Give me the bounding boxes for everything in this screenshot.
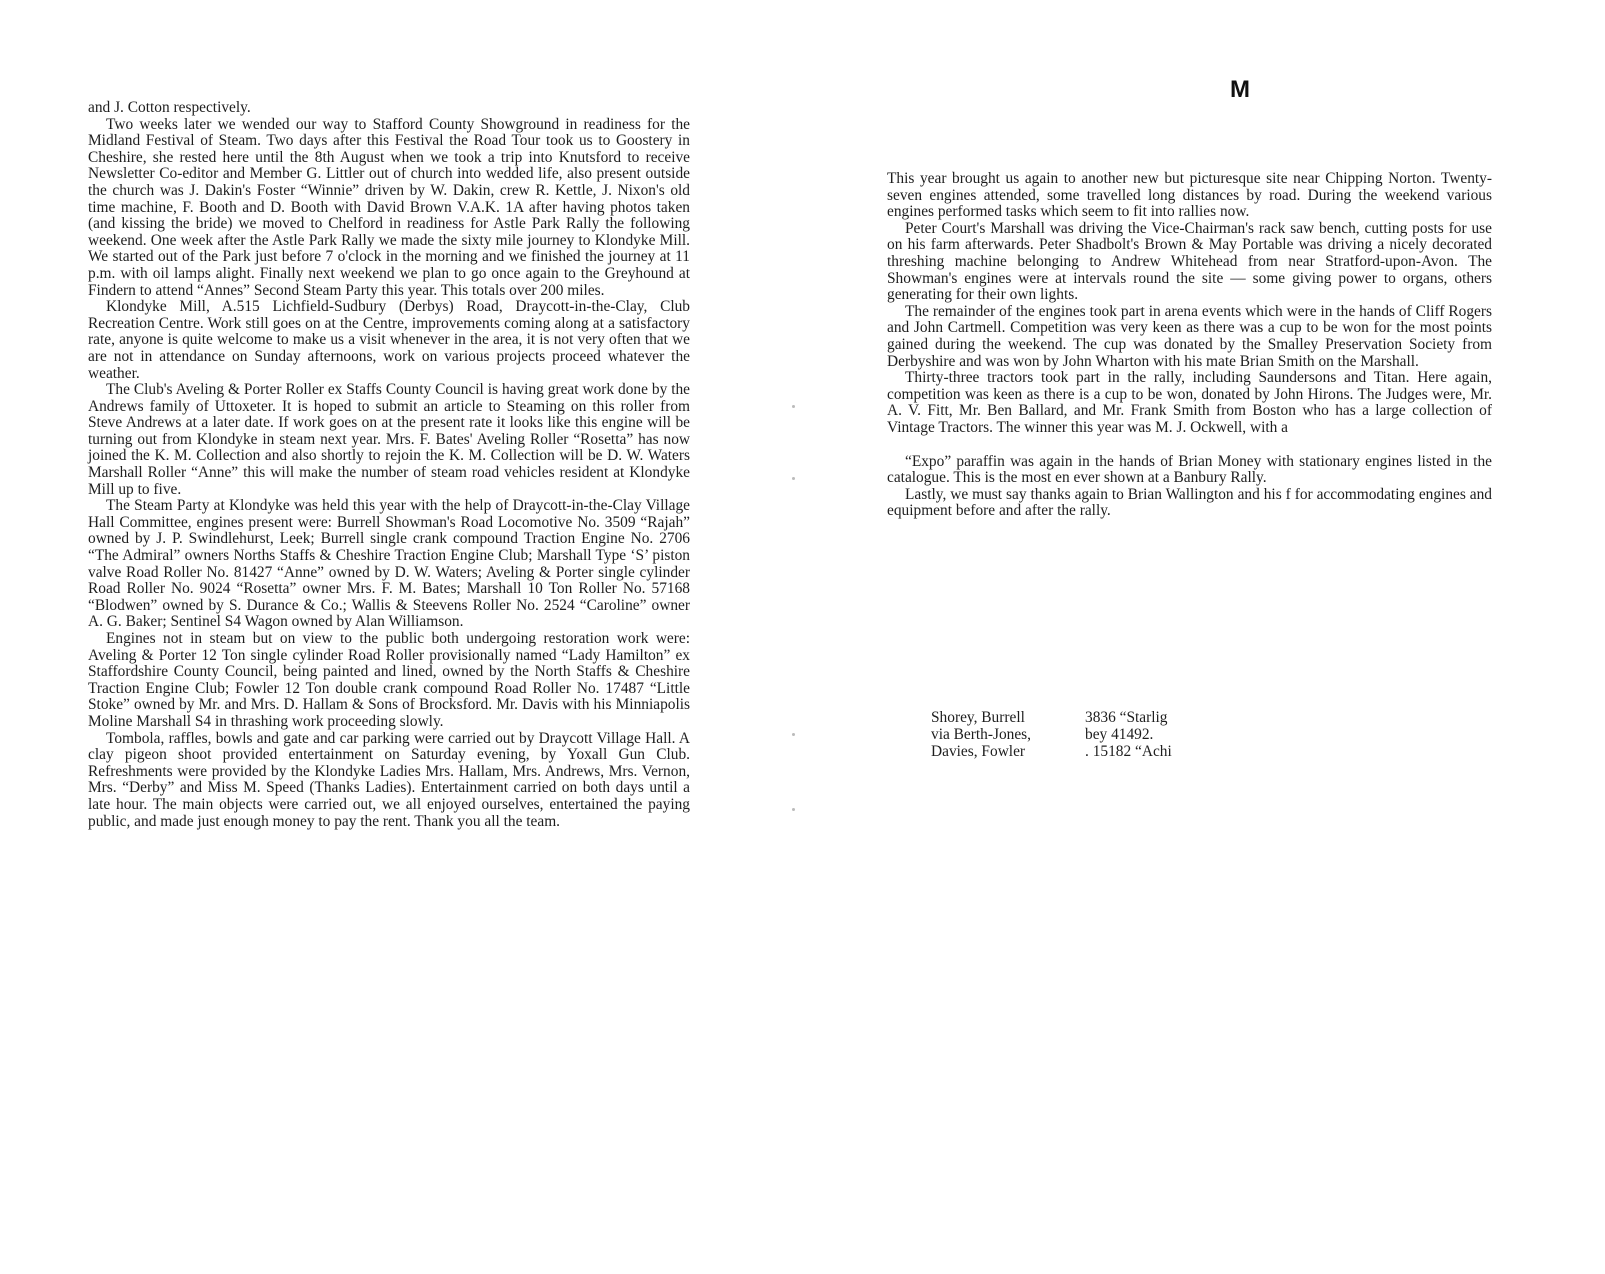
- results-row: [931, 726, 1172, 743]
- paragraph: The remainder of the engines took part in arena events which were in the hands of Cliff Rogers and John Cartmell. Competition was very keen as there was a cup to be won for the most points gained during the weekend. The cup was donated by the Smalley Preservation Society from Derbyshire and was won by John Wharton with his mate Brian Smith on the Marshall.: [887, 302, 1492, 370]
- paragraph: Thirty-three tractors took part in the rally, including Saundersons and Titan. Here again, competition was keen as there is a cup to be won, donated by John Hirons. The Judges were, Mr. A. V. Fitt, Mr. Ben Ballard, and Mr. Frank Smith from Boston who has a large collection of Vintage Tractors. The winner this year was M. J. Ockwell, with a: [887, 369, 1492, 436]
- results-row: [931, 709, 1172, 726]
- section-letter: M: [1230, 76, 1250, 103]
- results-row: [931, 743, 1172, 760]
- results-name: Davies, Fowler: [931, 743, 1026, 760]
- print-speck: [792, 733, 795, 736]
- results-list: [931, 709, 1172, 760]
- right-page-text-column: [887, 171, 1492, 520]
- paragraph: The Steam Party at Klondyke was held this year with the help of Draycott-in-the-Clay Village Hall Committee, engines present were: Burrell Showman's Road Locomotive No. 3509 “Rajah” owned by J. P. Swindlehurst, Leek; Burrell single crank compound Traction Engine No. 2706 “The Admiral” owners Norths Staffs & Cheshire Traction Engine Club; Marshall Type ‘S’ piston valve Road Roller No. 81427 “Anne” owned by D. W. Waters; Aveling & Porter single cylinder Road Roller No. 9024 “Rosetta” owner Mrs. F. M. Bates; Marshall 10 Ton Roller No. 57168 “Blodwen” owned by S. Durance & Co.; Wallis & Steevens Roller No. 2524 “Caroline” owner A. G. Baker; Sentinel S4 Wagon owned by Alan Williamson.: [88, 497, 690, 631]
- paragraph-gap: [887, 437, 1492, 454]
- paragraph: and J. Cotton respectively.: [88, 99, 251, 116]
- right-page: [800, 0, 1605, 1274]
- print-speck: [792, 808, 795, 811]
- results-detail: bey 41492.: [1085, 726, 1154, 743]
- paragraph: “Expo” paraffin was again in the hands of Brian Money with stationary engines listed in the catalogue. This is the most en ever shown at a Banbury Rally.: [887, 452, 1492, 487]
- paragraph: Peter Court's Marshall was driving the Vice-Chairman's rack saw bench, cutting posts for use on his farm afterwards. Peter Shadbolt's Brown & May Portable was driving a nicely decorated threshing machine belonging to Andrew Whitehead from near Stratford-upon-Avon. The Showman's engines were at intervals round the site — some giving power to organs, others generating for their own lights.: [887, 219, 1492, 304]
- print-speck: [792, 405, 795, 408]
- paragraph: Lastly, we must say thanks again to Brian Wallington and his f for accommodating engines and equipment before and after the rally.: [887, 485, 1492, 520]
- results-name: via Berth-Jones,: [931, 726, 1032, 743]
- paragraph: Engines not in steam but on view to the public both undergoing restoration work were: Aveling & Porter 12 Ton single cylinder Road Roller provisionally named “Lady Hamilton” ex Staffordshire County Council, being painted and lined, owned by the North Staffs & Cheshire Traction Engine Club; Fowler 12 Ton double crank compound Road Roller No. 17487 “Little Stoke” owned by Mr. and Mrs. D. Hallam & Sons of Brocksford. Mr. Davis with his Minniapolis Moline Marshall S4 in thrashing work proceeding slowly.: [88, 630, 690, 730]
- results-name: Shorey, Burrell: [931, 709, 1025, 726]
- print-speck: [792, 477, 795, 480]
- results-detail: 3836 “Starlig: [1085, 709, 1168, 726]
- paragraph: Klondyke Mill, A.515 Lichfield-Sudbury (Derbys) Road, Draycott-in-the-Clay, Club Recreation Centre. Work still goes on at the Centre, improvements coming along at a satisfactory rate, anyone is quite welcome to make us a visit whenever in the area, it is not very often that we are not in attendance on Sunday afternoons, work on various projects proceed whatever the weather.: [88, 298, 690, 382]
- paragraph: This year brought us again to another new but picturesque site near Chipping Norton. Twenty-seven engines attended, some travelled long distances by road. During the weekend various engines performed tasks which seem to fit into rallies now.: [887, 170, 1492, 221]
- paragraph: Tombola, raffles, bowls and gate and car parking were carried out by Draycott Village Hall. A clay pigeon shoot provided entertainment on Saturday evening, by Yoxall Gun Club. Refreshments were provided by the Klondyke Ladies Mrs. Hallam, Mrs. Andrews, Mrs. Vernon, Mrs. “Derby” and Miss M. Speed (Thanks Ladies). Entertainment carried on both days until a late hour. The main objects were carried out, we all enjoyed ourselves, entertained the paying public, and made just enough money to pay the rent. Thank you all the team.: [88, 729, 690, 830]
- results-detail: . 15182 “Achi: [1085, 743, 1172, 760]
- paragraph: Two weeks later we wended our way to Stafford County Showground in readiness for the Midland Festival of Steam. Two days after this Festival the Road Tour took us to Goostery in Cheshire, she rested here until the 8th August when we took a trip into Knutsford to receive Newsletter Co-editor and Member G. Littler out of church into wedded life, also present outside the church was J. Dakin's Foster “Winnie” driven by W. Dakin, crew R. Kettle, J. Nixon's old time machine, F. Booth and D. Booth with David Brown V.A.K. 1A after having photos taken (and kissing the bride) we moved to Chelford in readiness for Astle Park Rally the following weekend. One week after the Astle Park Rally we made the sixty mile journey to Klondyke Mill. We started out of the Park just before 7 o'clock in the morning and we finished the journey at 11 p.m. with oil lamps alight. Finally next weekend we plan to go once again to the Greyhound at Findern to attend “Annes” Second Steam Party this year. This totals over 200 miles.: [88, 115, 690, 299]
- left-page-text-column: [88, 100, 690, 830]
- left-page: [0, 0, 800, 1274]
- paragraph: The Club's Aveling & Porter Roller ex Staffs County Council is having great work done by the Andrews family of Uttoxeter. It is hoped to submit an article to Steaming on this roller from Steve Andrews at a later date. If work goes on at the present rate it looks like this engine will be turning out from Klondyke in steam next year. Mrs. F. Bates' Aveling Roller “Rosetta” has now joined the K. M. Collection and also shortly to rejoin the K. M. Collection will be D. W. Waters Marshall Roller “Anne” this will make the number of steam road vehicles resident at Klondyke Mill up to five.: [88, 381, 690, 498]
